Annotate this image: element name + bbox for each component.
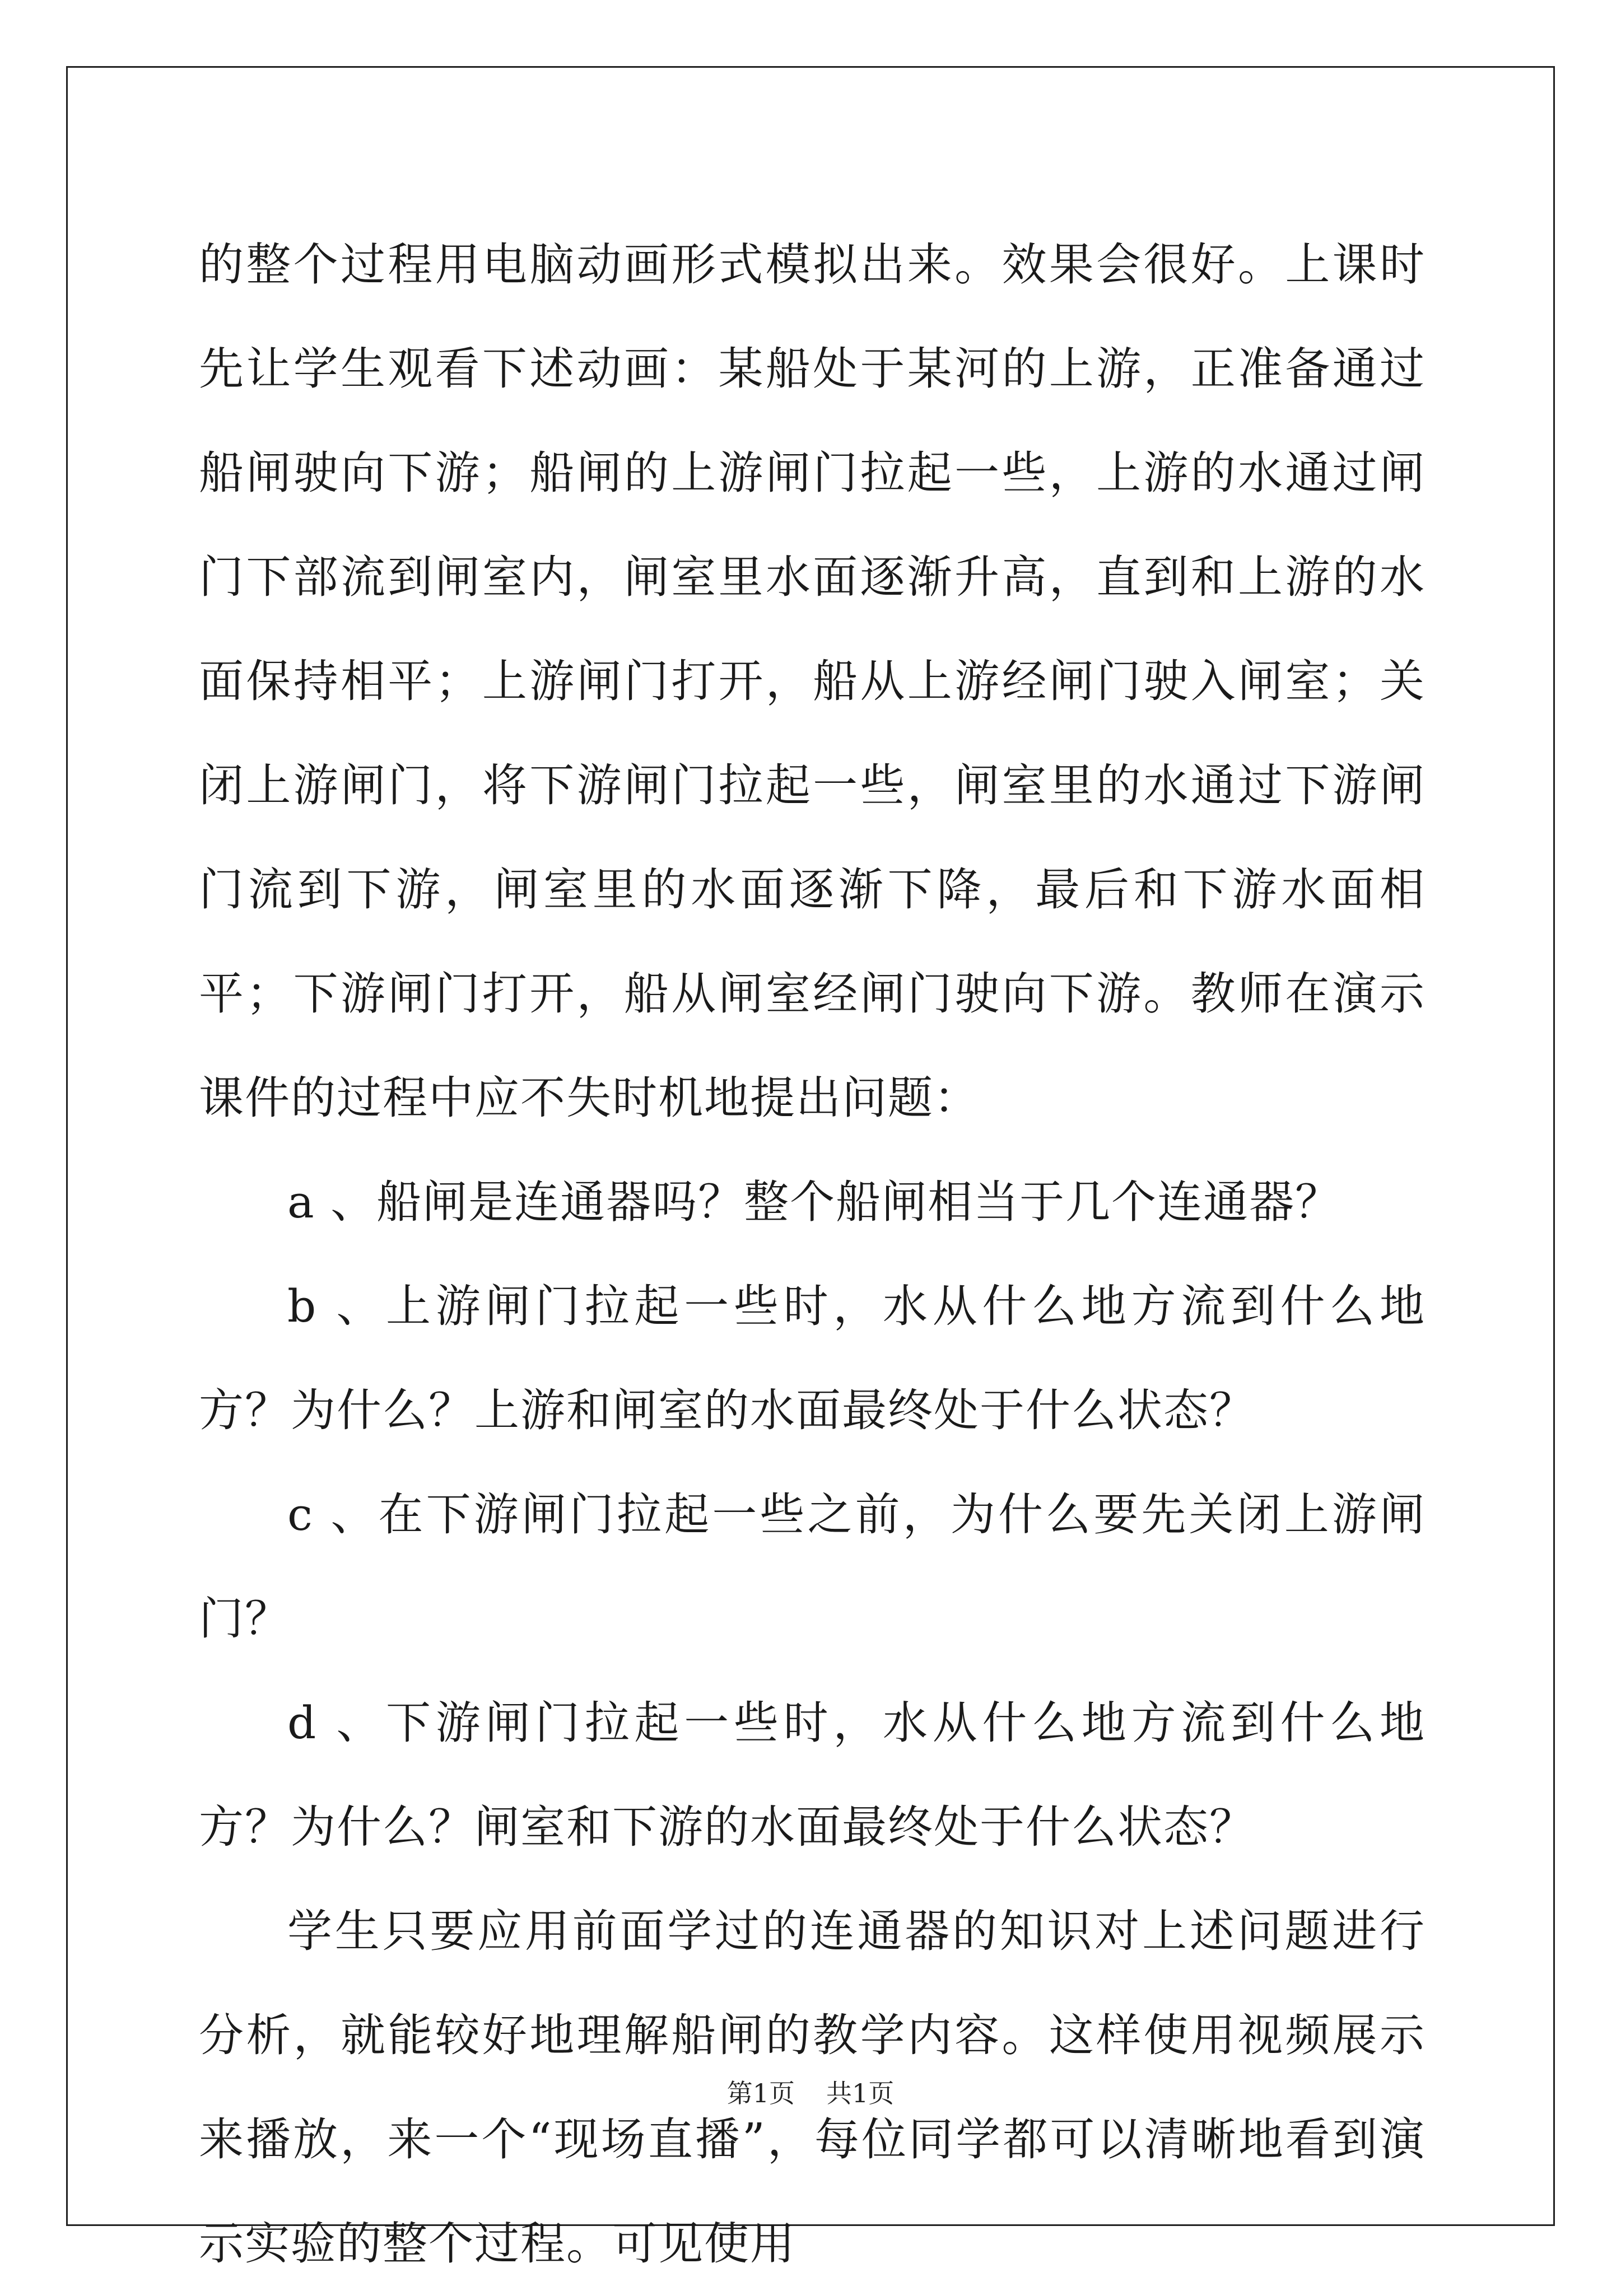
page-number: 第1页 [726,2078,795,2108]
paragraph-question-a: a 、船闸是连通器吗？整个船闸相当于几个连通器？ [287,1176,1341,1228]
page-total: 共1页 [826,2078,895,2108]
paragraph-conclusion: 学生只要应用前面学过的连通器的知识对上述问题进行分析，就能较好地理解船闸的教学内容。这样使用视频展示来播放，来一个“现场直播”，每位同学都可以清晰地看到演示实验的整个过程。可见使用 [199,1905,1426,2270]
paragraph-question-b: b 、上游闸门拉起一些时，水从什么地方流到什么地方？为什么？上游和闸室的水面最终处于什么状态？ [199,1280,1426,1436]
page-footer [0,2076,1621,2110]
paragraph-question-c: c 、在下游闸门拉起一些之前，为什么要先关闭上游闸门？ [199,1488,1426,1645]
paragraph-question-d: d 、下游闸门拉起一些时，水从什么地方流到什么地方？为什么？闸室和下游的水面最终处于什么状态？ [199,1697,1426,1853]
paragraph-continuation: 的整个过程用电脑动画形式模拟出来。效果会很好。上课时先让学生观看下述动画：某船处于某河的上游，正准备通过船闸驶向下游；船闸的上游闸门拉起一些，上游的水通过闸门下部流到闸室内，闸室里水面逐渐升高，直到和上游的水面保持相平；上游闸门打开，船从上游经闸门驶入闸室；关闭上游闸门，将下游闸门拉起一些，闸室里的水通过下游闸门流到下游，闸室里的水面逐渐下降，最后和下游水面相平；下游闸门打开，船从闸室经闸门驶向下游。教师在演示课件的过程中应不失时机地提出问题： [199,239,1426,1124]
document-body [199,213,1426,2296]
